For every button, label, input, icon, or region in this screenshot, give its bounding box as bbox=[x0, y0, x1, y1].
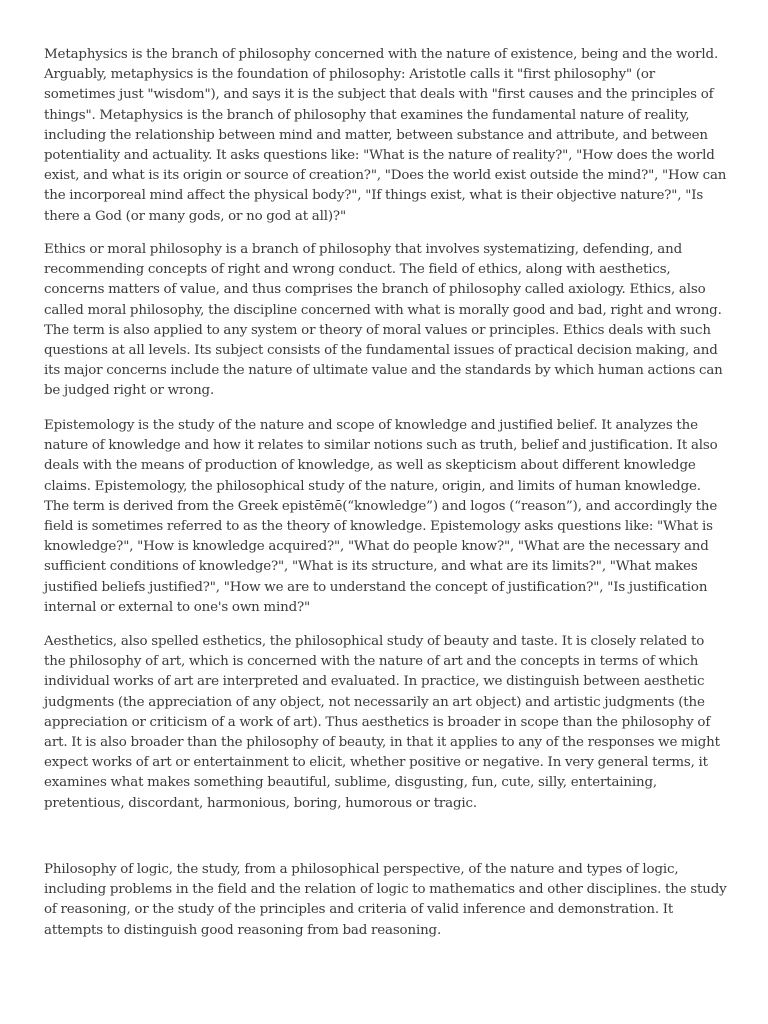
paragraph-logic: Philosophy of logic, the study, from a philosophical perspective, of the nature and types of logic, including problems in the field and the relation of logic to mathematics and other disciplines. the study of reasoning, or the study of the principles and criteria of valid inference and demonstration. It attempts to distinguish good reasoning from bad reasoning. bbox=[44, 862, 727, 938]
paragraph-metaphysics: Metaphysics is the branch of philosophy concerned with the nature of existence, being and the world. Arguably, metaphysics is the foundation of philosophy: Aristotle calls it "first philosophy" (or sometimes just "wisdom"), and says it is the subject that deals with "first causes and the principles of things". Metaphysics is the branch of philosophy that examines the fundamental nature of reality, including the relationship between mind and matter, between substance and attribute, and between potentiality and actuality. It asks questions like: "What is the nature of reality?", "How does the world exist, and what is its origin or source of creation?", "Does the world exist outside the mind?", "How can the incorporeal mind affect the physical body?", "If things exist, what is their objective nature?", "Is there a God (or many gods, or no god at all)?" bbox=[44, 47, 727, 224]
paragraph-epistemology: Epistemology is the study of the nature and scope of knowledge and justified belief. It analyzes the nature of knowledge and how it relates to similar notions such as truth, belief and justification. It also deals with the means of production of knowledge, as well as skepticism about different knowledge claims. Epistemology, the philosophical study of the nature, origin, and limits of human knowledge. The term is derived from the Greek epistēmē(“knowledge”) and logos (“reason”), and accordingly the field is sometimes referred to as the theory of knowledge. Epistemology asks questions like: "What is knowledge?", "How is knowledge acquired?", "What do people know?", "What are the necessary and sufficient conditions of knowledge?", "What is its structure, and what are its limits?", "What makes justified beliefs justified?", "How we are to understand the concept of justification?", "Is justification internal or external to one's own mind?" bbox=[44, 418, 718, 615]
paragraph-aesthetics: Aesthetics, also spelled esthetics, the philosophical study of beauty and taste. It is closely related to the philosophy of art, which is concerned with the nature of art and the concepts in terms of which individual works of art are interpreted and evaluated. In practice, we distinguish between aesthetic judgments (the appreciation of any object, not necessarily an art object) and artistic judgments (the appreciation or criticism of a work of art). Thus aesthetics is broader in scope than the philosophy of art. It is also broader than the philosophy of beauty, in that it applies to any of the responses we might expect works of art or entertainment to elicit, whether positive or negative. In very general terms, it examines what makes something beautiful, sublime, disgusting, fun, cute, silly, entertaining, pretentious, discordant, harmonious, boring, humorous or tragic. bbox=[44, 634, 720, 811]
paragraph-ethics: Ethics or moral philosophy is a branch of philosophy that involves systematizing, defending, and recommending concepts of right and wrong conduct. The field of ethics, along with aesthetics, concerns matters of value, and thus comprises the branch of philosophy called axiology. Ethics, also called moral philosophy, the discipline concerned with what is morally good and bad, right and wrong. The term is also applied to any system or theory of moral values or principles. Ethics deals with such questions at all levels. Its subject consists of the fundamental issues of practical decision making, and its major concerns include the nature of ultimate value and the standards by which human actions can be judged right or wrong. bbox=[44, 242, 723, 399]
